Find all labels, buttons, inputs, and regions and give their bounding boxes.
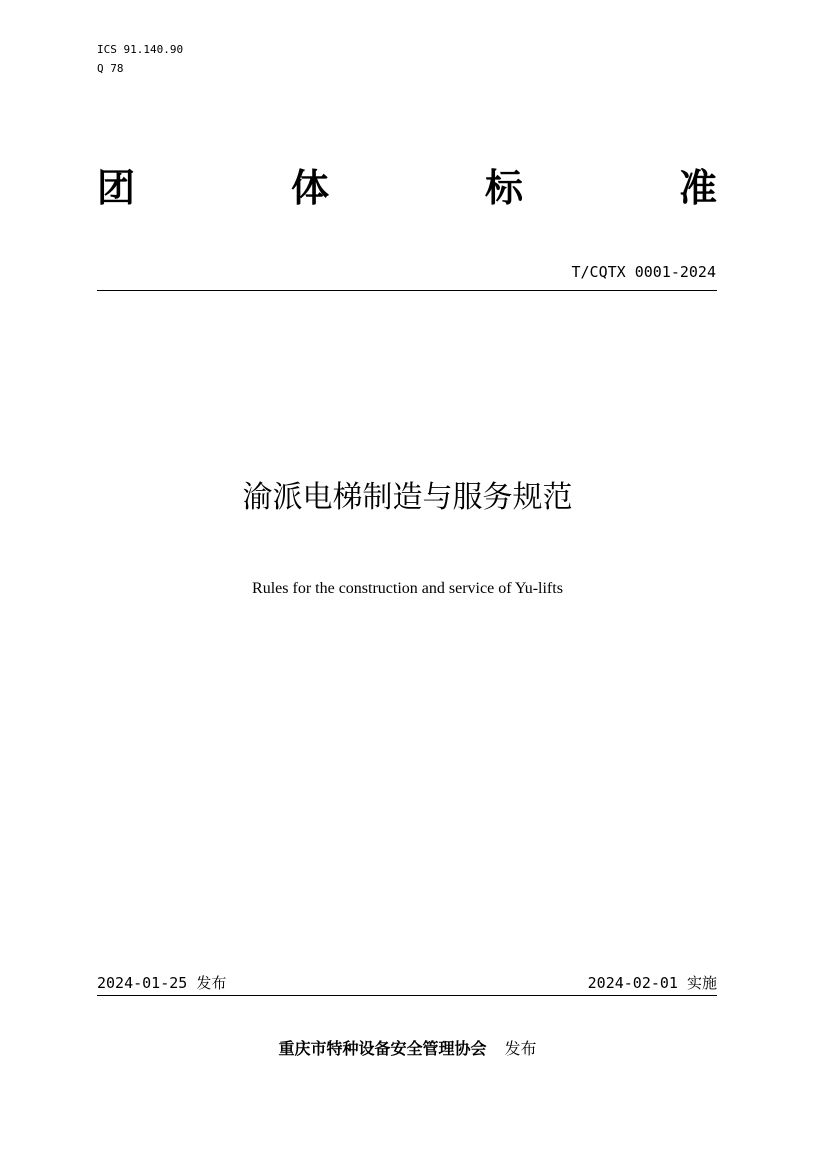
standard-number: T/CQTX 0001-2024: [571, 263, 716, 281]
publisher-line: [0, 1037, 815, 1061]
implement-label: 实施: [686, 974, 717, 992]
issue-label: 发布: [196, 974, 227, 992]
document-title-english: Rules for the construction and service of Yu-lifts: [252, 580, 563, 597]
standard-type-char: 准: [678, 166, 717, 210]
bottom-divider: [97, 995, 717, 996]
issue-date-line: [97, 972, 226, 994]
publisher-label: 发布: [504, 1039, 537, 1058]
implement-date: 2024-02-01: [587, 974, 678, 992]
standard-type-title: [97, 160, 717, 216]
issue-date: 2024-01-25: [97, 974, 188, 992]
implement-date-line: [588, 972, 717, 994]
standard-type-char: 标: [484, 166, 523, 210]
ics-code: ICS 91.140.90: [97, 43, 184, 56]
standard-type-char: 团: [97, 166, 136, 210]
standard-type-char: 体: [290, 166, 329, 210]
classification-codes: [97, 40, 183, 78]
top-divider: [97, 290, 717, 291]
ccs-code: Q 78: [97, 62, 124, 75]
publisher-organization: 重庆市特种设备安全管理协会: [278, 1039, 487, 1058]
document-title-chinese: 渝派电梯制造与服务规范: [242, 480, 573, 515]
